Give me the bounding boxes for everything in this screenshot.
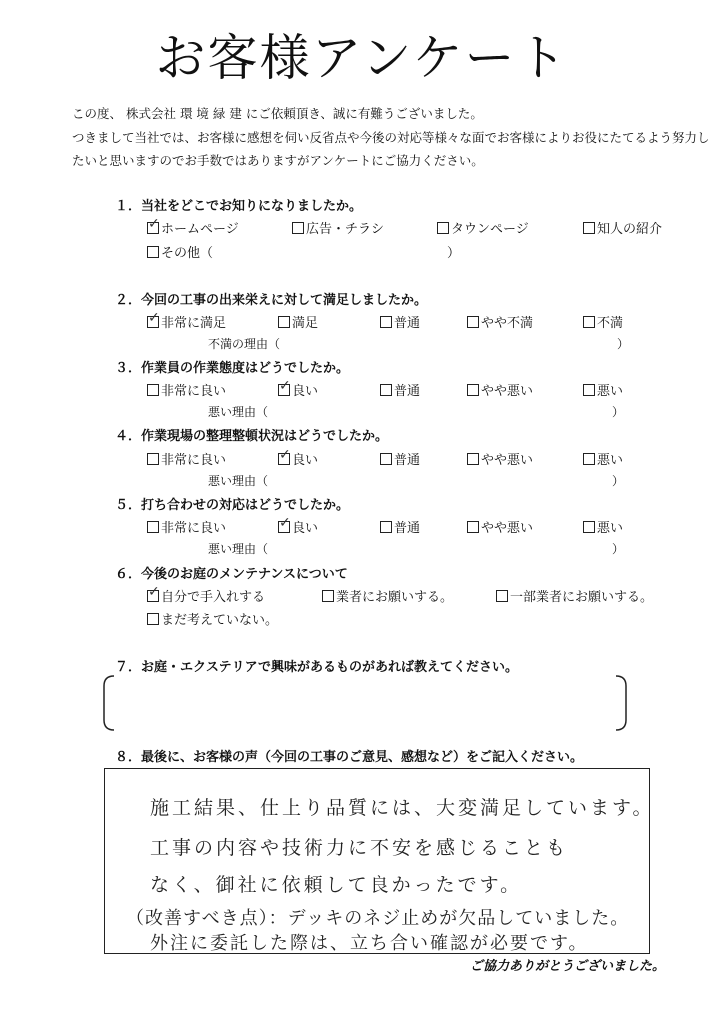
option-label: 良い bbox=[292, 453, 319, 468]
option-label: 非常に良い bbox=[161, 384, 227, 399]
q5-option-good[interactable] bbox=[278, 517, 318, 536]
option-label: 悪い bbox=[597, 453, 624, 468]
q5-option-slightly-bad[interactable] bbox=[467, 517, 533, 536]
option-label: 満足 bbox=[292, 316, 319, 331]
q1-other-close: ） bbox=[447, 246, 461, 261]
checkbox[interactable] bbox=[278, 378, 291, 396]
checkbox[interactable] bbox=[147, 216, 160, 234]
q3-reason-label: 悪い理由（ bbox=[208, 405, 269, 419]
checkbox[interactable] bbox=[583, 384, 595, 396]
checkbox[interactable] bbox=[278, 447, 291, 465]
handwritten-line-2: 工事の内容や技術力に不安を感じることも bbox=[150, 837, 569, 859]
option-label: 業者にお願いする。 bbox=[336, 590, 454, 605]
option-label: 非常に良い bbox=[161, 521, 227, 536]
thanks-text: ご協力ありがとうございました。 bbox=[470, 959, 666, 974]
checkbox[interactable] bbox=[322, 590, 334, 602]
q1-option-ad[interactable] bbox=[292, 218, 384, 237]
q5-option-bad[interactable] bbox=[583, 517, 623, 536]
q7-answer-brackets[interactable] bbox=[100, 672, 630, 734]
option-label: やや悪い bbox=[481, 384, 534, 399]
checkbox[interactable] bbox=[467, 316, 479, 328]
option-label: 普通 bbox=[394, 521, 421, 536]
check-mark-icon: ✓ bbox=[279, 447, 291, 463]
question-7: ７．お庭・エクステリアで興味があるものがあれば教えてください。 bbox=[115, 660, 519, 675]
q3-option-good[interactable] bbox=[278, 380, 318, 399]
q5-option-very-good[interactable] bbox=[147, 517, 226, 536]
option-label: 一部業者にお願いする。 bbox=[510, 590, 654, 605]
q5-reason-label: 悪い理由（ bbox=[208, 542, 269, 556]
question-8: ８．最後に、お客様の声（今回の工事のご意見、感想など）をご記入ください。 bbox=[115, 750, 584, 765]
checkbox[interactable] bbox=[380, 384, 392, 396]
check-mark-icon: ✓ bbox=[148, 216, 160, 232]
checkbox[interactable] bbox=[380, 521, 392, 533]
q2-option-normal[interactable] bbox=[380, 312, 420, 331]
q1-option-homepage[interactable] bbox=[147, 218, 239, 237]
check-mark-icon: ✓ bbox=[279, 378, 291, 394]
q4-reason-label: 悪い理由（ bbox=[208, 474, 269, 488]
q3-option-very-good[interactable] bbox=[147, 380, 226, 399]
question-2: ２．今回の工事の出来栄えに対して満足しましたか。 bbox=[115, 293, 428, 308]
checkbox[interactable] bbox=[496, 590, 508, 602]
option-label: 広告・チラシ bbox=[306, 222, 385, 237]
q2-reason-close: ） bbox=[617, 337, 630, 351]
checkbox[interactable] bbox=[467, 521, 479, 533]
question-6: ６．今後のお庭のメンテナンスについて bbox=[115, 567, 348, 582]
checkbox[interactable] bbox=[147, 384, 159, 396]
option-label: 不満 bbox=[597, 316, 624, 331]
checkbox[interactable] bbox=[147, 246, 159, 258]
q5-option-normal[interactable] bbox=[380, 517, 420, 536]
q5-reason-close: ） bbox=[612, 542, 625, 556]
option-label: まだ考えていない。 bbox=[161, 613, 279, 628]
q6-option-partial[interactable] bbox=[496, 586, 653, 605]
checkbox[interactable] bbox=[147, 584, 160, 602]
q1-option-other[interactable] bbox=[147, 242, 213, 261]
checkbox[interactable] bbox=[583, 453, 595, 465]
q4-option-good[interactable] bbox=[278, 449, 318, 468]
option-label: 良い bbox=[292, 521, 319, 536]
option-label: 悪い bbox=[597, 384, 624, 399]
q6-option-self[interactable] bbox=[147, 586, 265, 605]
option-label: 普通 bbox=[394, 316, 421, 331]
option-label: 非常に満足 bbox=[161, 316, 227, 331]
q3-option-normal[interactable] bbox=[380, 380, 420, 399]
option-label: 知人の紹介 bbox=[597, 222, 663, 237]
checkbox[interactable] bbox=[278, 515, 291, 533]
checkbox[interactable] bbox=[583, 521, 595, 533]
checkbox[interactable] bbox=[147, 521, 159, 533]
question-1: １．当社をどこでお知りになりましたか。 bbox=[115, 199, 363, 214]
q6-option-contractor[interactable] bbox=[322, 586, 453, 605]
q1-option-townpage[interactable] bbox=[437, 218, 529, 237]
handwritten-line-5: 外注に委託した際は、立ち合い確認が必要です。 bbox=[150, 933, 589, 954]
option-label: タウンページ bbox=[451, 222, 529, 237]
intro-line-1: この度、 株式会社 環 境 緑 建 にご依頼頂き、誠に有難うございました。 bbox=[72, 106, 483, 121]
q2-option-dissatisfied[interactable] bbox=[583, 312, 623, 331]
q1-option-referral[interactable] bbox=[583, 218, 662, 237]
q4-option-very-good[interactable] bbox=[147, 449, 226, 468]
check-mark-icon: ✓ bbox=[279, 515, 291, 531]
q2-option-very-satisfied[interactable] bbox=[147, 312, 226, 331]
question-5: ５．打ち合わせの対応はどうでしたか。 bbox=[115, 498, 350, 513]
checkbox[interactable] bbox=[292, 222, 304, 234]
question-4: ４．作業現場の整理整頓状況はどうでしたか。 bbox=[115, 429, 389, 444]
option-label: 悪い bbox=[597, 521, 624, 536]
q3-option-slightly-bad[interactable] bbox=[467, 380, 533, 399]
question-3: ３．作業員の作業態度はどうでしたか。 bbox=[115, 361, 350, 376]
checkbox[interactable] bbox=[467, 384, 479, 396]
q3-reason-close: ） bbox=[612, 405, 625, 419]
q4-option-slightly-bad[interactable] bbox=[467, 449, 533, 468]
checkbox[interactable] bbox=[380, 316, 392, 328]
q2-option-slightly-dissatisfied[interactable] bbox=[467, 312, 533, 331]
option-label: 普通 bbox=[394, 384, 421, 399]
q4-reason-close: ） bbox=[612, 474, 625, 488]
checkbox[interactable] bbox=[583, 222, 595, 234]
q6-option-undecided[interactable] bbox=[147, 609, 278, 628]
checkbox[interactable] bbox=[147, 310, 160, 328]
handwritten-line-1: 施工結果、仕上り品質には、大変満足しています。 bbox=[150, 797, 655, 819]
option-label: やや悪い bbox=[481, 453, 534, 468]
option-label: 非常に良い bbox=[161, 453, 227, 468]
page-title: お客様アンケート bbox=[155, 29, 569, 87]
checkbox[interactable] bbox=[278, 316, 290, 328]
q3-option-bad[interactable] bbox=[583, 380, 623, 399]
checkbox[interactable] bbox=[380, 453, 392, 465]
option-label: やや悪い bbox=[481, 521, 534, 536]
option-label: ホームページ bbox=[161, 222, 239, 237]
checkbox[interactable] bbox=[583, 316, 595, 328]
q4-option-bad[interactable] bbox=[583, 449, 623, 468]
handwritten-line-4: （改善すべき点）：デッキのネジ止めが欠品していました。 bbox=[126, 908, 630, 929]
check-mark-icon: ✓ bbox=[148, 584, 160, 600]
q2-option-satisfied[interactable] bbox=[278, 312, 318, 331]
handwritten-line-3: なく、御社に依頼して良かったです。 bbox=[150, 874, 523, 896]
option-label: やや不満 bbox=[481, 316, 534, 331]
intro-line-2: つきまして当社では、お客様に感想を伺い反省点や今後の対応等様々な面でお客様によりお役にたてるよう努力し bbox=[72, 130, 710, 145]
q2-reason-label: 不満の理由（ bbox=[208, 337, 281, 351]
intro-line-3: たいと思いますのでお手数ではありますがアンケートにご協力ください。 bbox=[72, 153, 484, 168]
option-label: その他（ bbox=[161, 246, 214, 261]
checkbox[interactable] bbox=[147, 613, 159, 625]
checkbox[interactable] bbox=[437, 222, 449, 234]
option-label: 普通 bbox=[394, 453, 421, 468]
checkbox[interactable] bbox=[467, 453, 479, 465]
check-mark-icon: ✓ bbox=[148, 310, 160, 326]
option-label: 自分で手入れする bbox=[161, 590, 266, 605]
option-label: 良い bbox=[292, 384, 319, 399]
checkbox[interactable] bbox=[147, 453, 159, 465]
q4-option-normal[interactable] bbox=[380, 449, 420, 468]
